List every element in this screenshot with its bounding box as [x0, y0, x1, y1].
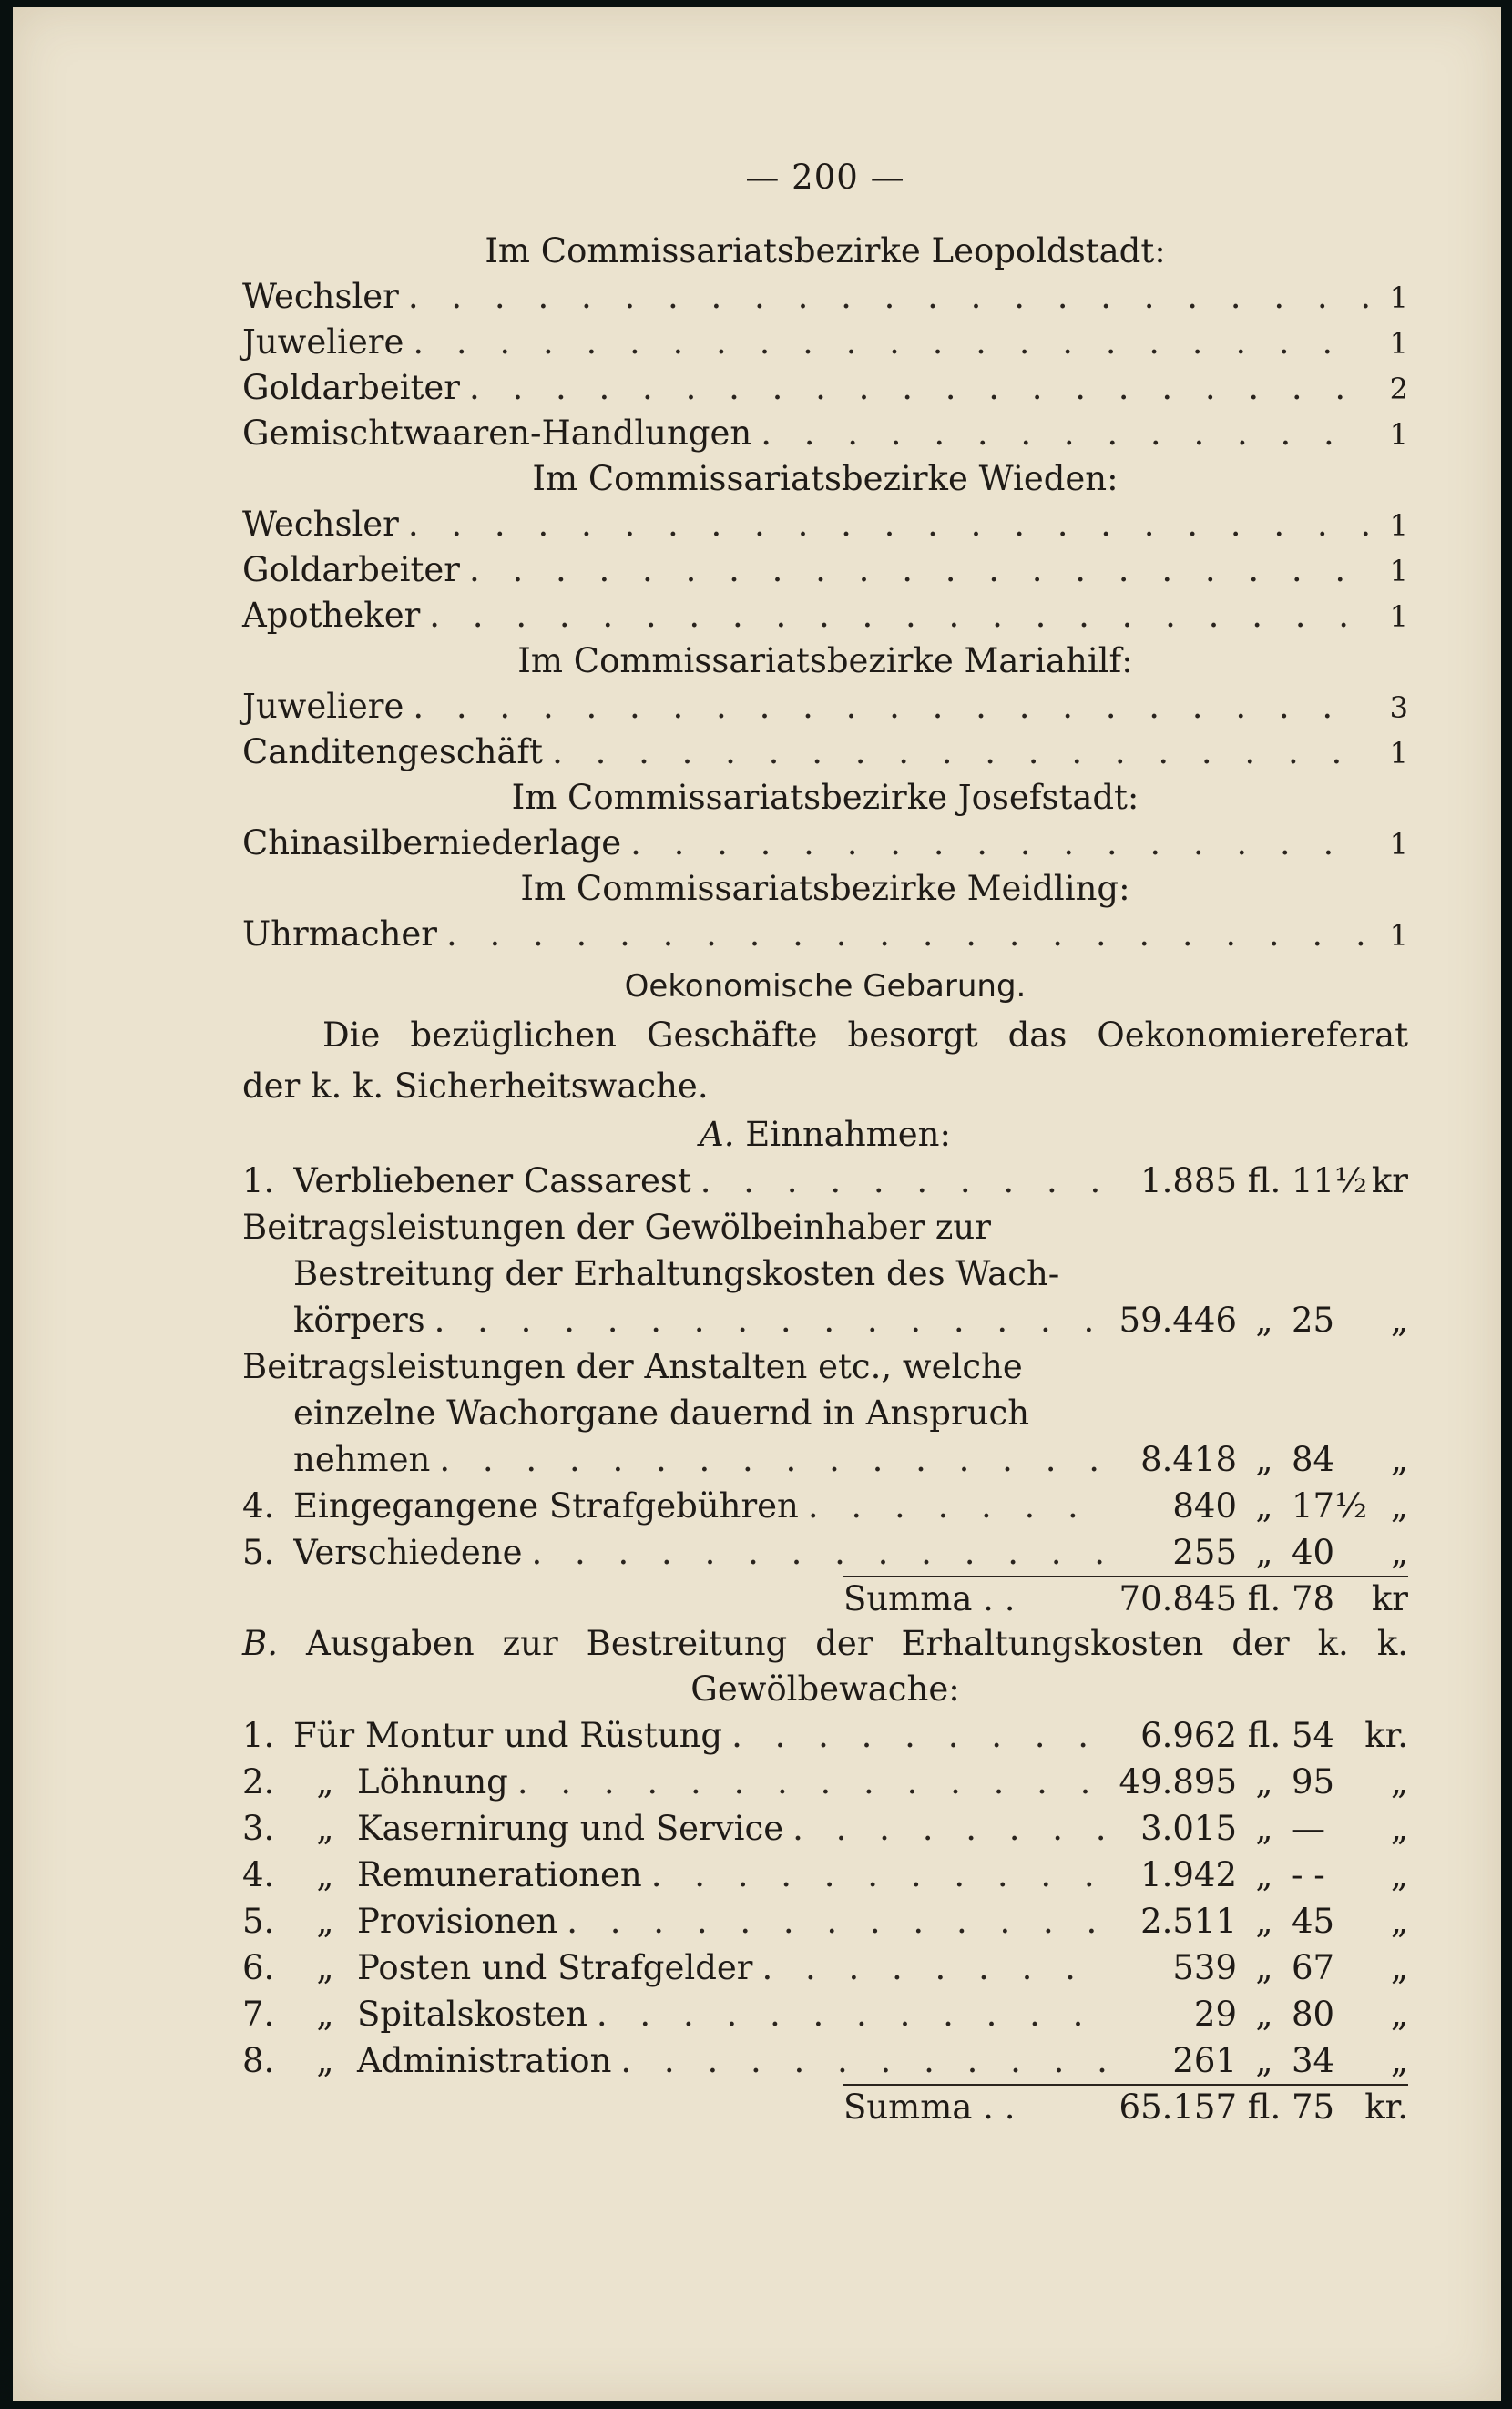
list-item: Goldarbeiter . . . 2: [242, 365, 1408, 411]
list-item: Canditengeschäft . . . 1: [242, 730, 1408, 775]
table-row: nehmen . . . 8.418 „ 84 „: [242, 1436, 1408, 1483]
table-row: 4. Eingegangene Strafgebühren . . . 840 „ 17½ „: [242, 1483, 1408, 1529]
table-row: 6. „ Posten und Strafgelder . . . 539 „ 67 „: [242, 1945, 1408, 1991]
book-page: [13, 7, 1501, 2401]
table-row: 5. „ Provisionen . . . 2.511 „ 45 „: [242, 1898, 1408, 1945]
table-row: 1. Verbliebener Cassarest . . . 1.885 fl. 11½ kr: [242, 1158, 1408, 1204]
table-row: 5. Verschiedene . . . 255 „ 40 „: [242, 1529, 1408, 1576]
expenses-subtitle: Gewölbewache:: [690, 1669, 960, 1709]
district-list: [242, 229, 1408, 2129]
table-row: 1. Für Montur und Rüstung . . . 6.962 fl. 54 kr.: [242, 1712, 1408, 1759]
table-row-text: einzelne Wachorgane dauernd in Anspruch: [293, 1393, 1030, 1433]
list-item: Juweliere . . . 3: [242, 684, 1408, 730]
expenses-title: B. Ausgaben zur Bestreitung der Erhaltungskosten der k. k.: [242, 1624, 1408, 1663]
district-header: Im Commissariatsbezirke Meidling:: [520, 869, 1130, 908]
list-item: Juweliere . . . 1: [242, 320, 1408, 365]
table-row: 2. „ Löhnung . . . 49.895 „ 95 „: [242, 1759, 1408, 1805]
list-item: Wechsler . . . 1: [242, 502, 1408, 547]
district-header: Im Commissariatsbezirke Josefstadt:: [511, 778, 1139, 817]
list-item: Uhrmacher . . . 1: [242, 912, 1408, 957]
table-row: 4. „ Remunerationen . . . 1.942 „ - - „: [242, 1852, 1408, 1898]
list-item: Apotheker . . . 1: [242, 593, 1408, 638]
income-header: A. Einnahmen:: [700, 1115, 951, 1154]
list-item: Gemischtwaaren-Handlungen . . . 1: [242, 411, 1408, 456]
page-number: — 200 —: [745, 158, 905, 197]
table-row-text: Bestreitung der Erhaltungskosten des Wach-: [293, 1254, 1060, 1293]
district-header: Im Commissariatsbezirke Mariahilf:: [517, 641, 1133, 680]
list-item: Goldarbeiter . . . 1: [242, 547, 1408, 593]
table-row-text: Beitragsleistungen der Anstalten etc., welche: [242, 1347, 1023, 1386]
district-header: Im Commissariatsbezirke Leopoldstadt:: [485, 231, 1166, 271]
section-title: Oekonomische Gebarung.: [624, 968, 1027, 1005]
paragraph: Die bezüglichen Geschäfte besorgt das Oekonomiereferat der k. k. Sicherheitswache.: [242, 1016, 1408, 1106]
list-item: Wechsler . . . 1: [242, 274, 1408, 320]
district-header: Im Commissariatsbezirke Wieden:: [532, 459, 1119, 498]
table-row: 3. „ Kasernirung und Service . . . 3.015 „ — „: [242, 1805, 1408, 1852]
list-item: Chinasilberniederlage . . . 1: [242, 821, 1408, 866]
table-row: 8. „ Administration . . . 261 „ 34 „: [242, 2037, 1408, 2084]
table-row: körpers . . . 59.446 „ 25 „: [242, 1297, 1408, 1343]
expenses-sum: Summa . . 65.157 fl. 75 kr.: [843, 2084, 1408, 2129]
table-row-text: Beitragsleistungen der Gewölbeinhaber zur: [242, 1208, 991, 1247]
income-sum: Summa . . 70.845 fl. 78 kr: [843, 1576, 1408, 1621]
table-row: 7. „ Spitalskosten . . . 29 „ 80 „: [242, 1991, 1408, 2037]
